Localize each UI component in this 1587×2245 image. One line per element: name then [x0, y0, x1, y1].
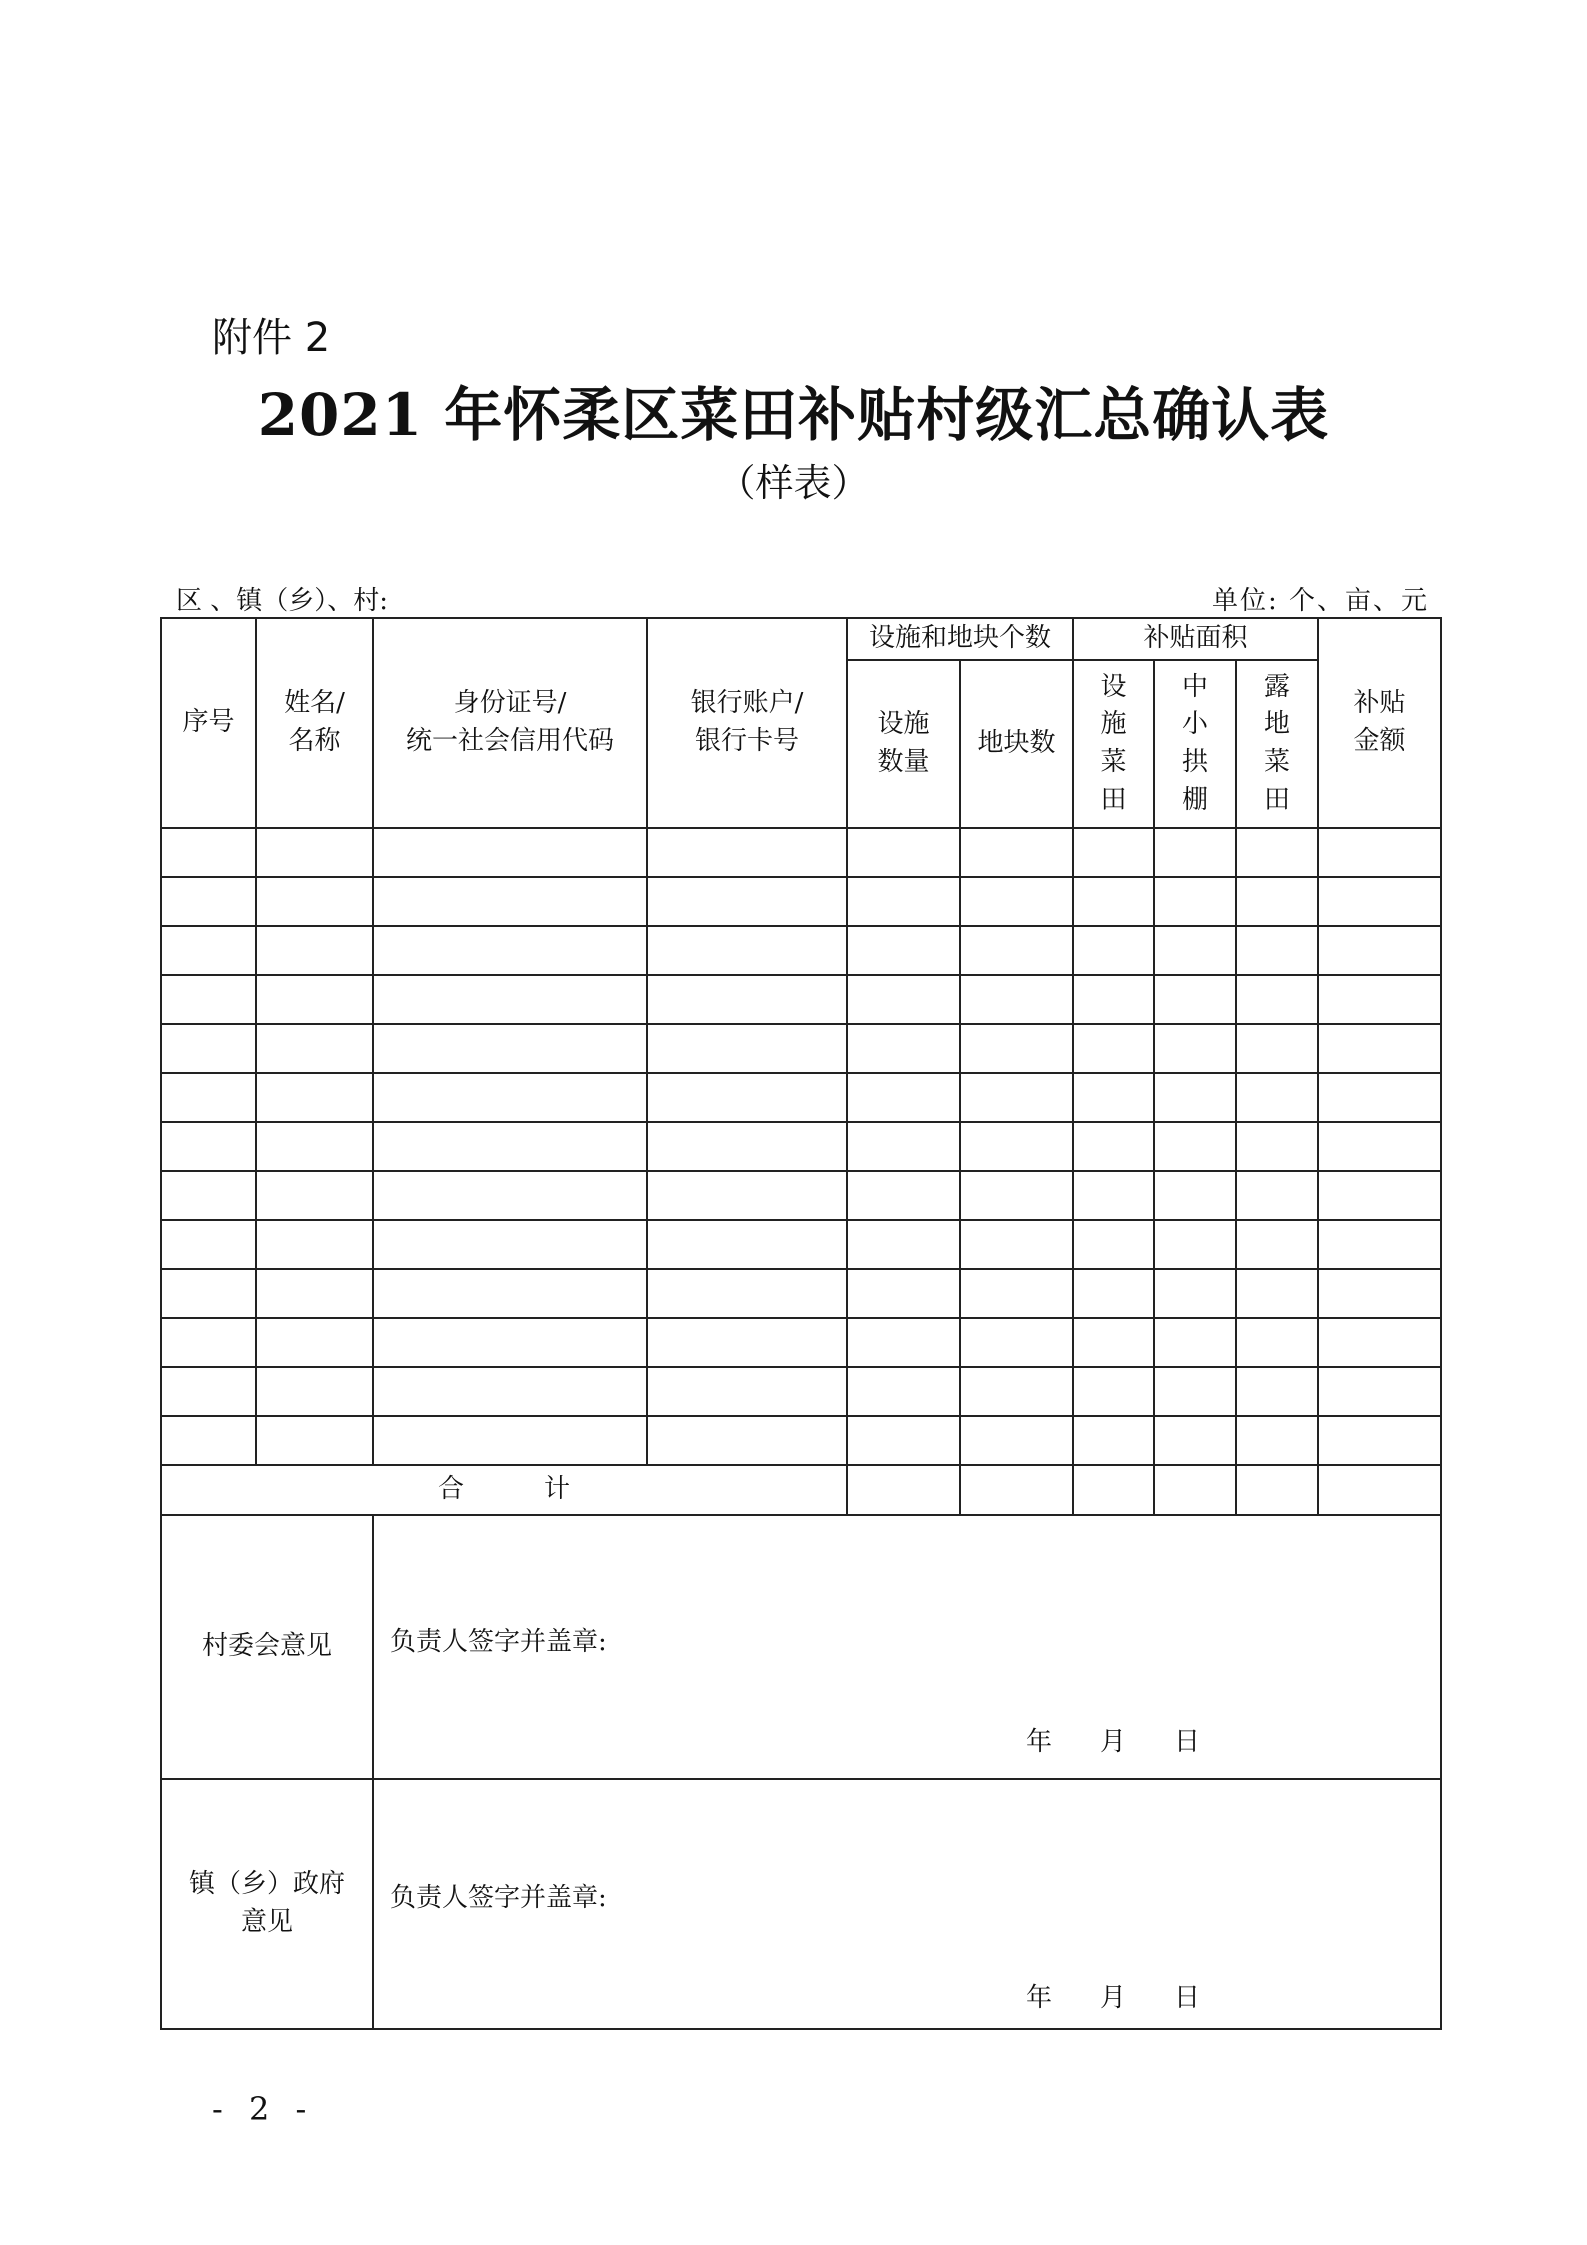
- sign-label: 负责人签字并盖章:: [390, 1883, 607, 1913]
- table-cell[interactable]: [1236, 877, 1318, 926]
- table-row: [161, 926, 1441, 975]
- table-cell[interactable]: [647, 877, 847, 926]
- table-row: [161, 1122, 1441, 1171]
- table-cell[interactable]: [1236, 975, 1318, 1024]
- table-cell[interactable]: [1236, 1367, 1318, 1416]
- table-cell[interactable]: [847, 1073, 960, 1122]
- total-label: [161, 1465, 847, 1515]
- table-cell[interactable]: [1154, 1073, 1236, 1122]
- header-bank: [647, 618, 847, 828]
- opinion-label-line2: 意见: [240, 1907, 293, 1937]
- header-facility-group: 设施和地块个数: [847, 618, 1073, 660]
- table-cell[interactable]: [256, 877, 373, 926]
- table-cell[interactable]: [161, 975, 256, 1024]
- table-cell[interactable]: [1154, 828, 1236, 877]
- table-cell[interactable]: [1318, 1367, 1441, 1416]
- table-cell[interactable]: [847, 1269, 960, 1318]
- vchar: 小: [1182, 709, 1209, 740]
- vchar: 中: [1182, 671, 1209, 702]
- table-row: [161, 828, 1441, 877]
- table-cell[interactable]: [1318, 926, 1441, 975]
- table-cell[interactable]: [1318, 1269, 1441, 1318]
- table-cell[interactable]: [647, 1171, 847, 1220]
- table-cell[interactable]: [1154, 1318, 1236, 1367]
- table-cell[interactable]: [1236, 1073, 1318, 1122]
- table-cell[interactable]: [1154, 1171, 1236, 1220]
- table-cell[interactable]: [1318, 1416, 1441, 1465]
- table-cell[interactable]: [1236, 926, 1318, 975]
- header-bank-line2: 银行卡号: [694, 726, 799, 756]
- table-cell[interactable]: [647, 1367, 847, 1416]
- total-char: 合: [437, 1474, 464, 1505]
- table-cell[interactable]: [1154, 1367, 1236, 1416]
- page-number: - 2 -: [212, 2090, 315, 2128]
- data-rows: [161, 828, 1441, 1465]
- table-cell[interactable]: [373, 1367, 647, 1416]
- header-id-line1: 身份证号/: [453, 688, 567, 719]
- table-cell[interactable]: [847, 1122, 960, 1171]
- table-cell[interactable]: [847, 877, 960, 926]
- table-cell[interactable]: [1073, 1024, 1154, 1073]
- table-row: [161, 1171, 1441, 1220]
- table-cell[interactable]: [256, 1416, 373, 1465]
- table-cell[interactable]: [1154, 1122, 1236, 1171]
- table-cell[interactable]: [1318, 1318, 1441, 1367]
- vchar: 菜: [1100, 747, 1127, 777]
- vchar: 拱: [1182, 747, 1209, 777]
- table-cell[interactable]: [1318, 1171, 1441, 1220]
- table-row: [161, 1024, 1441, 1073]
- table-cell[interactable]: [647, 1269, 847, 1318]
- table-cell[interactable]: [373, 1122, 647, 1171]
- table-cell[interactable]: [1236, 1318, 1318, 1367]
- table-cell[interactable]: [373, 1024, 647, 1073]
- table-cell[interactable]: [1154, 1416, 1236, 1465]
- table-cell[interactable]: [256, 1269, 373, 1318]
- table-cell[interactable]: [161, 1171, 256, 1220]
- table-cell[interactable]: [1236, 1416, 1318, 1465]
- table-cell[interactable]: [1236, 1220, 1318, 1269]
- header-facility-field: [1073, 660, 1154, 828]
- vchar: 田: [1264, 784, 1291, 815]
- opinion-cell-town[interactable]: [373, 1779, 1441, 2029]
- table-cell[interactable]: [1073, 926, 1154, 975]
- table-cell[interactable]: [161, 1416, 256, 1465]
- table-cell[interactable]: [847, 1416, 960, 1465]
- table-cell[interactable]: [1073, 1220, 1154, 1269]
- table-cell[interactable]: [256, 1367, 373, 1416]
- table-cell[interactable]: [256, 1073, 373, 1122]
- table-cell[interactable]: [1154, 1220, 1236, 1269]
- table-cell[interactable]: [847, 1318, 960, 1367]
- date-line: [1026, 1980, 1248, 2018]
- total-cell[interactable]: [1073, 1465, 1154, 1515]
- table-cell[interactable]: [161, 926, 256, 975]
- attachment-label: 附件 2: [212, 315, 331, 361]
- table-cell[interactable]: [256, 1024, 373, 1073]
- header-area-group: 补贴面积: [1073, 618, 1318, 660]
- table-cell[interactable]: [1236, 828, 1318, 877]
- table-row: [161, 1416, 1441, 1465]
- header-amount-line1: 补贴: [1353, 688, 1406, 719]
- table-cell[interactable]: [960, 975, 1073, 1024]
- table-cell[interactable]: [1073, 877, 1154, 926]
- table-cell[interactable]: [960, 1024, 1073, 1073]
- table-cell[interactable]: [1073, 1073, 1154, 1122]
- date-day: 日: [1174, 1727, 1201, 1757]
- table-cell[interactable]: [960, 1122, 1073, 1171]
- table-cell[interactable]: [960, 1171, 1073, 1220]
- table-cell[interactable]: [1154, 975, 1236, 1024]
- total-cell[interactable]: [847, 1465, 960, 1515]
- table-cell[interactable]: [161, 828, 256, 877]
- table-cell[interactable]: [256, 975, 373, 1024]
- table-cell[interactable]: [847, 1220, 960, 1269]
- table-cell[interactable]: [647, 975, 847, 1024]
- table-cell[interactable]: [1073, 1318, 1154, 1367]
- header-amount-line2: 金额: [1353, 726, 1406, 756]
- table-cell[interactable]: [647, 1024, 847, 1073]
- vchar: 施: [1100, 709, 1127, 740]
- table-cell[interactable]: [373, 1318, 647, 1367]
- table-cell[interactable]: [1318, 1122, 1441, 1171]
- vchar: 田: [1100, 784, 1127, 815]
- table-cell[interactable]: [256, 828, 373, 877]
- vchar: 菜: [1264, 747, 1291, 777]
- header-name-line1: 姓名/: [284, 688, 345, 719]
- table-row: [161, 1073, 1441, 1122]
- table-cell[interactable]: [647, 828, 847, 877]
- table-cell[interactable]: [161, 1318, 256, 1367]
- table-cell[interactable]: [647, 1073, 847, 1122]
- header-bank-line1: 银行账户/: [690, 688, 804, 719]
- table-cell[interactable]: [161, 1220, 256, 1269]
- summary-table: [160, 617, 1442, 2030]
- table-cell[interactable]: [1236, 1024, 1318, 1073]
- table-cell[interactable]: [647, 1416, 847, 1465]
- table-cell[interactable]: [960, 1367, 1073, 1416]
- table-cell[interactable]: [256, 926, 373, 975]
- table-cell[interactable]: [1154, 1024, 1236, 1073]
- opinion-cell-village[interactable]: [373, 1515, 1441, 1779]
- table-cell[interactable]: [373, 1073, 647, 1122]
- header-name-line2: 名称: [288, 726, 341, 756]
- date-day: 日: [1174, 1983, 1201, 2013]
- total-cell[interactable]: [960, 1465, 1073, 1515]
- table-cell[interactable]: [1073, 1367, 1154, 1416]
- table-cell[interactable]: [373, 1269, 647, 1318]
- table-row: [161, 1220, 1441, 1269]
- table-cell[interactable]: [373, 1416, 647, 1465]
- table-cell[interactable]: [1073, 1171, 1154, 1220]
- table-cell[interactable]: [960, 926, 1073, 975]
- table-cell[interactable]: [373, 877, 647, 926]
- table-cell[interactable]: [256, 1171, 373, 1220]
- header-seq: 序号: [161, 618, 256, 828]
- date-year: 年: [1026, 1983, 1053, 2013]
- table-cell[interactable]: [960, 828, 1073, 877]
- total-cell[interactable]: [1318, 1465, 1441, 1515]
- total-char: 计: [544, 1474, 571, 1505]
- table-cell[interactable]: [161, 1269, 256, 1318]
- table-cell[interactable]: [1073, 828, 1154, 877]
- opinion-label-line1: 镇（乡）政府: [188, 1869, 345, 1900]
- header-amount: [1318, 618, 1441, 828]
- header-id-line2: 统一社会信用代码: [405, 726, 614, 756]
- opinion-label-line1: 村委会意见: [201, 1631, 332, 1662]
- table-row: [161, 975, 1441, 1024]
- date-month: 月: [1100, 1983, 1127, 2013]
- table-cell[interactable]: [373, 975, 647, 1024]
- table-cell[interactable]: [847, 975, 960, 1024]
- table-cell[interactable]: [1073, 1269, 1154, 1318]
- table-cell[interactable]: [373, 926, 647, 975]
- table-cell[interactable]: [161, 1122, 256, 1171]
- table-cell[interactable]: [161, 877, 256, 926]
- table-cell[interactable]: [1236, 1171, 1318, 1220]
- date-line: [1026, 1724, 1248, 1762]
- table-cell[interactable]: [960, 877, 1073, 926]
- sign-label: 负责人签字并盖章:: [390, 1627, 607, 1657]
- opinion-label-village: [161, 1515, 373, 1779]
- vchar: 设: [1100, 671, 1127, 702]
- table-cell[interactable]: [373, 828, 647, 877]
- header-facility-qty: [847, 660, 960, 828]
- page-title: 2021 年怀柔区菜田补贴村级汇总确认表: [257, 381, 1330, 449]
- table-row: [161, 1367, 1441, 1416]
- table-cell[interactable]: [1154, 1269, 1236, 1318]
- table-cell[interactable]: [1318, 1073, 1441, 1122]
- table-cell[interactable]: [960, 1318, 1073, 1367]
- table-cell[interactable]: [647, 926, 847, 975]
- table-cell[interactable]: [647, 1220, 847, 1269]
- table-cell[interactable]: [256, 1220, 373, 1269]
- header-plot-count: 地块数: [960, 660, 1073, 828]
- date-year: 年: [1026, 1727, 1053, 1757]
- table-row: [161, 1269, 1441, 1318]
- header-open-field: [1236, 660, 1318, 828]
- table-cell[interactable]: [1318, 828, 1441, 877]
- vchar: 地: [1264, 709, 1291, 740]
- table-row: [161, 1318, 1441, 1367]
- table-cell[interactable]: [161, 1073, 256, 1122]
- table-cell[interactable]: [847, 926, 960, 975]
- table-cell[interactable]: [960, 1269, 1073, 1318]
- header-facility-qty-line2: 数量: [877, 747, 930, 777]
- page-subtitle: （样表）: [717, 461, 870, 505]
- header-id: [373, 618, 647, 828]
- table-row: [161, 877, 1441, 926]
- header-facility-qty-line1: 设施: [877, 709, 930, 740]
- table-cell[interactable]: [1073, 1416, 1154, 1465]
- total-cell[interactable]: [1154, 1465, 1236, 1515]
- table-cell[interactable]: [1154, 877, 1236, 926]
- table-cell[interactable]: [960, 1073, 1073, 1122]
- table-cell[interactable]: [1154, 926, 1236, 975]
- table-cell[interactable]: [1318, 1220, 1441, 1269]
- opinion-row-town: [161, 1779, 1441, 2029]
- table-cell[interactable]: [256, 1318, 373, 1367]
- opinion-row-village: [161, 1515, 1441, 1779]
- table-cell[interactable]: [1318, 877, 1441, 926]
- table-cell[interactable]: [1073, 1122, 1154, 1171]
- vchar: 棚: [1182, 784, 1209, 815]
- table-cell[interactable]: [161, 1367, 256, 1416]
- table-cell[interactable]: [847, 1367, 960, 1416]
- table-cell[interactable]: [256, 1122, 373, 1171]
- date-month: 月: [1100, 1727, 1127, 1757]
- total-cell[interactable]: [1236, 1465, 1318, 1515]
- table-cell[interactable]: [647, 1122, 847, 1171]
- region-line: 区 、镇（乡）、村:: [176, 586, 389, 616]
- total-row: [161, 1465, 1441, 1515]
- table-cell[interactable]: [1073, 975, 1154, 1024]
- table-cell[interactable]: [847, 1024, 960, 1073]
- opinion-label-town: [161, 1779, 373, 2029]
- table-cell[interactable]: [1318, 1024, 1441, 1073]
- table-cell[interactable]: [373, 1220, 647, 1269]
- table-cell[interactable]: [1236, 1269, 1318, 1318]
- table-cell[interactable]: [847, 828, 960, 877]
- table-cell[interactable]: [847, 1171, 960, 1220]
- table-cell[interactable]: [373, 1171, 647, 1220]
- unit-line: 单位: 个、亩、元: [1211, 586, 1429, 616]
- vchar: 露: [1264, 671, 1291, 702]
- table-cell[interactable]: [1318, 975, 1441, 1024]
- table-cell[interactable]: [1236, 1122, 1318, 1171]
- header-name: [256, 618, 373, 828]
- table-cell[interactable]: [161, 1024, 256, 1073]
- table-cell[interactable]: [960, 1220, 1073, 1269]
- table-cell[interactable]: [960, 1416, 1073, 1465]
- header-small-arch: [1154, 660, 1236, 828]
- table-cell[interactable]: [647, 1318, 847, 1367]
